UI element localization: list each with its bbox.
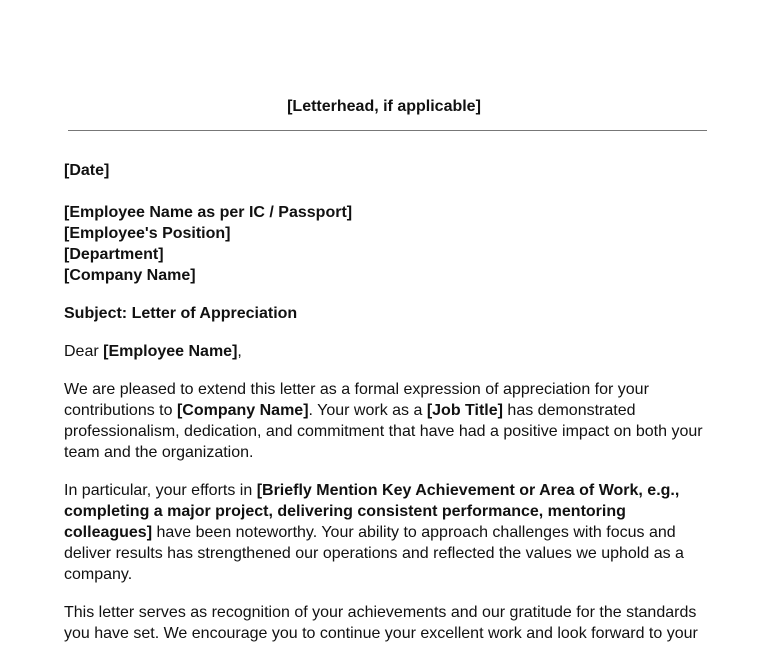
para1-company-name: [Company Name]: [176, 402, 309, 419]
date-field: [Date]: [64, 162, 110, 179]
department-field: [Department]: [64, 246, 164, 263]
para3-text-1: This letter serves as recognition of your achievements and our gratitude for the standards you have set. We encourage you to continue your excellent work and look forward to your: [64, 604, 698, 642]
greeting-prefix: Dear: [64, 343, 104, 360]
greeting-suffix: ,: [237, 343, 242, 360]
para1-text-1: We are pleased to extend this letter as a formal expression of appreciation for your contributions to: [64, 381, 649, 419]
para2-highlight: [Briefly Mention Key Achievement or Area of Work, e.g., completing a major project, delivering consistent performance, mentoring colleagues]: [64, 482, 680, 541]
para2-text-1: In particular, your efforts in: [64, 482, 257, 499]
recipient-address: [64, 202, 714, 286]
company-name-field: [Company Name]: [64, 267, 196, 284]
greeting: [64, 341, 714, 362]
paragraph-appreciation: [64, 379, 714, 463]
para1-text-3: has demonstrated professionalism, dedication, and commitment that have had a positive impact on both your team and the organization.: [64, 402, 703, 461]
letter-body: [64, 160, 714, 661]
para1-job-title: [Job Title]: [426, 402, 503, 419]
letterhead-divider: [68, 130, 707, 131]
employee-position-field: [Employee's Position]: [64, 225, 231, 242]
para2-text-2: have been noteworthy. Your ability to approach challenges with focus and deliver results has strengthened our operations and reflected the values we uphold as a company.: [64, 524, 684, 583]
paragraph-achievements: [64, 480, 714, 585]
para1-text-2: . Your work as a: [308, 402, 427, 419]
letterhead: [Letterhead, if applicable]: [287, 98, 481, 115]
paragraph-recognition: [64, 602, 714, 644]
subject-line: Subject: Letter of Appreciation: [64, 305, 298, 322]
employee-name-field: [Employee Name as per IC / Passport]: [64, 204, 353, 221]
greeting-name: [Employee Name]: [103, 343, 238, 360]
